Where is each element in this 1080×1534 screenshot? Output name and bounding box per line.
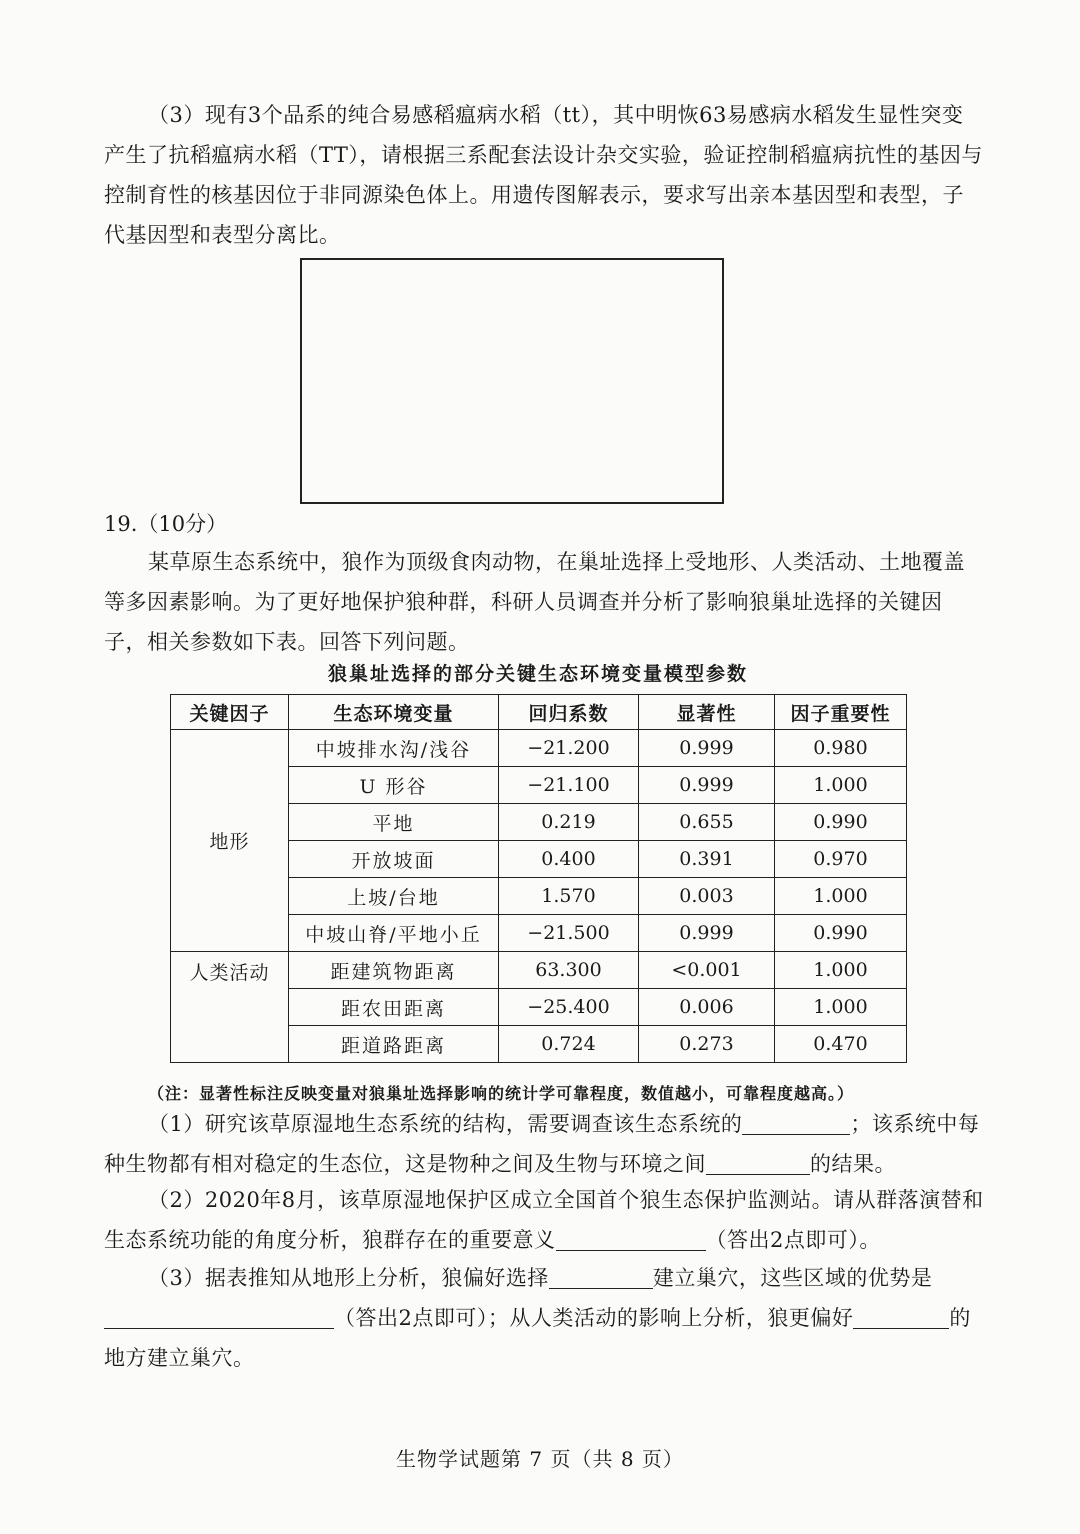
variable-cell: 平地 [289,804,499,841]
q19-sub2 [104,1180,984,1260]
importance-cell: 1.000 [775,952,907,989]
importance-cell: 1.000 [775,989,907,1026]
coefficient-cell: −21.200 [499,730,639,767]
blank-field[interactable] [556,1228,706,1251]
coefficient-cell: 1.570 [499,878,639,915]
blank-field[interactable] [742,1112,850,1135]
significance-cell: 0.273 [639,1026,775,1063]
header-cell: 生态环境变量 [289,695,499,730]
variable-cell: U 形谷 [289,767,499,804]
page-footer: 生物学试题第 7 页（共 8 页） [396,1447,684,1471]
significance-cell: 0.655 [639,804,775,841]
factor-cell: 地形 [171,730,289,952]
variable-cell: 距道路距离 [289,1026,499,1063]
blank-field[interactable] [549,1266,653,1289]
significance-cell: 0.999 [639,915,775,952]
coefficient-cell: 0.724 [499,1026,639,1063]
coefficient-cell: 0.219 [499,804,639,841]
q19-intro: 某草原生态系统中，狼作为顶级食肉动物，在巢址选择上受地形、人类活动、土地覆盖等多因素影响。为了更好地保护狼种群，科研人员调查并分析了影响狼巢址选择的关键因子，相关参数如下表。回答下列问题。 [104,550,965,654]
variable-cell: 开放坡面 [289,841,499,878]
sub1-text-c: 的结果。 [810,1152,896,1176]
coefficient-cell: −21.500 [499,915,639,952]
header-cell: 显著性 [639,695,775,730]
factor-cell: 人类活动 [171,952,289,1063]
coefficient-cell: −21.100 [499,767,639,804]
variable-cell: 上坡/台地 [289,878,499,915]
table-row [171,952,907,989]
variable-cell: 中坡山脊/平地小丘 [289,915,499,952]
significance-cell: 0.006 [639,989,775,1026]
importance-cell: 1.000 [775,878,907,915]
significance-cell: 0.391 [639,841,775,878]
blank-field[interactable] [104,1306,334,1329]
q18-part3-text: （3）现有3个品系的纯合易感稻瘟病水稻（tt），其中明恢63易感病水稻发生显性突变产生了抗稻瘟病水稻（TT），请根据三系配套法设计杂交实验，验证控制稻瘟病抗性的基因与控制育性的核基因位于非同源染色体上。用遗传图解表示，要求写出亲本基因型和表型，子代基因型和表型分离比。 [104,103,983,247]
significance-cell: 0.999 [639,767,775,804]
coefficient-cell: 0.400 [499,841,639,878]
importance-cell: 0.970 [775,841,907,878]
table-caption: 狼巢址选择的部分关键生态环境变量模型参数 [327,663,748,685]
sub3-text-d: 的地方建立巢穴。 [104,1306,971,1370]
importance-cell: 1.000 [775,767,907,804]
variable-cell: 中坡排水沟/浅谷 [289,730,499,767]
header-cell: 因子重要性 [775,695,907,730]
importance-cell: 0.990 [775,804,907,841]
table-header-row [171,695,907,730]
sub2-text-a: （2）2020年8月，该草原湿地保护区成立全国首个狼生态保护监测站。请从群落演替和生态系统功能的角度分析，狼群存在的重要意义 [104,1188,984,1252]
sub2-text-b: （答出2点即可）。 [705,1228,881,1252]
q19-sub1 [104,1104,984,1184]
significance-cell: <0.001 [639,952,775,989]
sub1-text-b: ；该系统中每种生物都有相对稳定的生态位，这是物种之间及生物与环境之间 [104,1112,980,1176]
blank-field[interactable] [853,1306,949,1329]
header-cell: 关键因子 [171,695,289,730]
importance-cell: 0.980 [775,730,907,767]
q19-sub3 [104,1258,984,1378]
sub3-text-c: （答出2点即可）；从人类活动的影响上分析，狼更偏好 [334,1306,854,1330]
answer-box[interactable] [300,258,724,504]
table-row [171,730,907,767]
significance-cell: 0.003 [639,878,775,915]
table-note: （注：显著性标注反映变量对狼巢址选择影响的统计学可靠程度，数值越小，可靠程度越高。） [148,1084,855,1103]
coefficient-cell: 63.300 [499,952,639,989]
blank-field[interactable] [706,1152,810,1175]
sub3-text-a: （3）据表推知从地形上分析，狼偏好选择 [148,1266,549,1290]
variable-cell: 距农田距离 [289,989,499,1026]
header-cell: 回归系数 [499,695,639,730]
importance-cell: 0.990 [775,915,907,952]
q19-number: 19.（10分） [104,512,228,536]
variable-cell: 距建筑物距离 [289,952,499,989]
coefficient-cell: −25.400 [499,989,639,1026]
sub1-text-a: （1）研究该草原湿地生态系统的结构，需要调查该生态系统的 [148,1112,743,1136]
sub3-text-b: 建立巢穴，这些区域的优势是 [652,1266,933,1290]
significance-cell: 0.999 [639,730,775,767]
data-table [170,694,907,1063]
importance-cell: 0.470 [775,1026,907,1063]
